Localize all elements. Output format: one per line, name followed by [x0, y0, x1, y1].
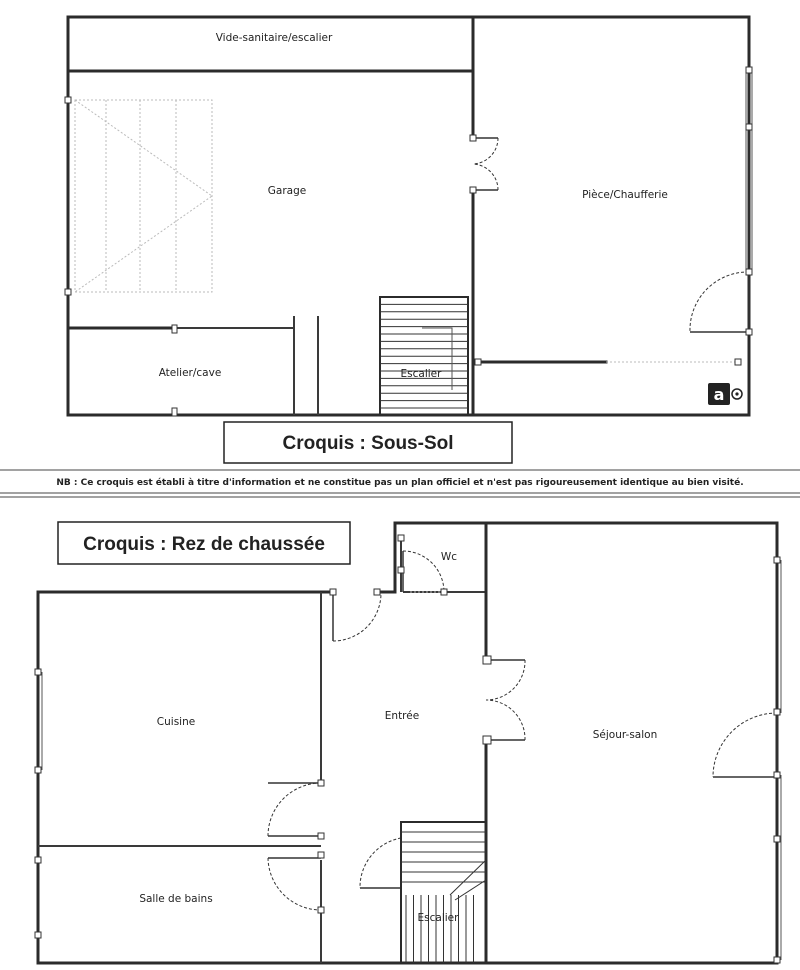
stair-tread	[450, 860, 486, 895]
basement-title: Croquis : Sous-Sol	[282, 433, 454, 454]
basement-outer-wall	[68, 17, 749, 415]
brand-logo	[708, 383, 742, 405]
front-door	[333, 592, 381, 641]
garage-chaufferie-door	[473, 138, 498, 190]
wc-door	[403, 551, 444, 592]
basement-staircase	[380, 297, 468, 415]
room-label-ground-stairs: Escalier	[417, 912, 459, 924]
room-label-crawlspace: Vide-sanitaire/escalier	[215, 32, 333, 44]
ground-floor-plan	[35, 522, 781, 963]
room-label-bathroom: Salle de bains	[139, 893, 213, 905]
room-label-entry: Entrée	[384, 710, 420, 722]
basement-plan	[65, 17, 752, 463]
living-terrace-door	[713, 713, 777, 777]
garage-ramp-hatch	[75, 100, 212, 292]
stair-closet-door	[360, 838, 401, 888]
disclaimer-note: NB : Ce croquis est établi à titre d'information et ne constitue pas un plan officiel et n'est pas rigoureusement identique au bien visité.	[56, 478, 744, 488]
ground-floor-staircase	[401, 822, 486, 963]
living-double-door	[486, 660, 525, 740]
room-label-boiler-room: Pièce/Chaufferie	[582, 189, 668, 201]
room-label-basement-stairs: Escalier	[400, 368, 442, 380]
room-label-wc: Wc	[440, 551, 458, 563]
chaufferie-exterior-door	[690, 272, 749, 332]
stair-tread	[455, 880, 486, 900]
room-label-living-room: Séjour-salon	[592, 729, 658, 741]
bathroom-door	[268, 858, 321, 910]
room-label-kitchen: Cuisine	[156, 716, 196, 728]
kitchen-door	[268, 783, 321, 836]
svg-text:a: a	[713, 385, 725, 404]
ground-floor-title: Croquis : Rez de chaussée	[83, 534, 325, 555]
room-label-workshop: Atelier/cave	[158, 367, 222, 379]
room-label-garage: Garage	[267, 185, 307, 197]
